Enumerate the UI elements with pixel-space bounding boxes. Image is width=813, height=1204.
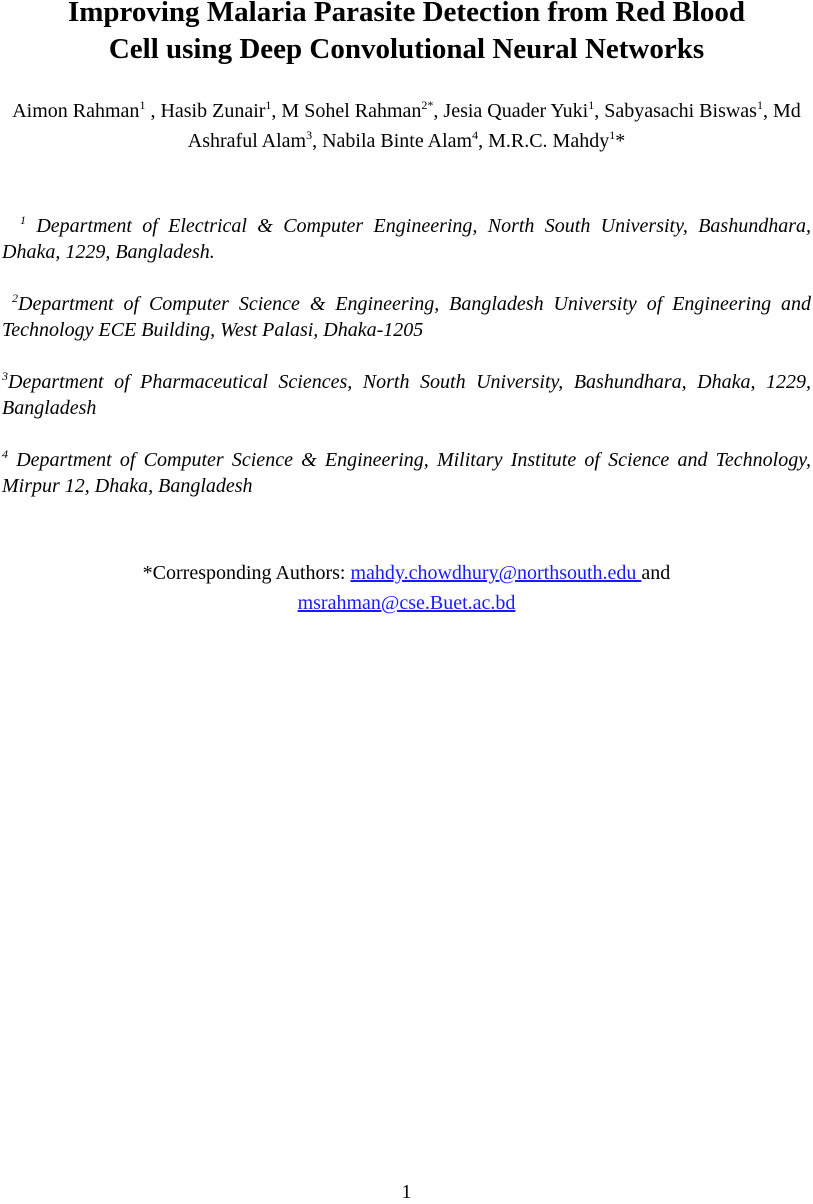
author-affil-mark: 1: [265, 98, 272, 112]
author-name: Md Ashraful Alam: [187, 100, 801, 152]
affiliation-text: Department of Computer Science & Engineering, Bangladesh University of Engineering and Technology ECE Building, West Palasi, Dhaka-1205: [2, 293, 811, 341]
author-affil-mark: 1: [139, 98, 146, 112]
author-name: Nabila Binte Alam: [322, 130, 473, 152]
email-link-msrahman[interactable]: msrahman@cse.Buet.ac.bd: [297, 592, 516, 614]
affiliation-1: [2, 213, 811, 265]
author-separator: ,: [594, 100, 605, 122]
page-number: 1: [401, 1181, 412, 1203]
title-line-2: Cell using Deep Convolutional Neural Networks: [108, 33, 705, 65]
author-separator: ,: [312, 130, 323, 152]
corresponding-conjunction: and: [641, 562, 671, 584]
author-affil-mark: 2*: [421, 98, 434, 112]
author-separator: ,: [478, 130, 489, 152]
author-list: [0, 96, 813, 156]
title-line-1: Improving Malaria Parasite Detection from Red Blood: [67, 0, 746, 28]
affiliation-text: Department of Pharmaceutical Sciences, North South University, Bashundhara, Dhaka, 1229, Bangladesh: [2, 371, 811, 419]
affiliation-4: [2, 447, 811, 499]
paper-title: [0, 0, 813, 68]
corresponding-label: *Corresponding Authors:: [142, 562, 351, 584]
corresponding-authors: [0, 558, 813, 618]
author-affil-mark: 1: [588, 98, 595, 112]
author-name: Aimon Rahman: [12, 100, 140, 122]
author-name: Jesia Quader Yuki: [443, 100, 589, 122]
author-separator: ,: [433, 100, 444, 122]
author-affil-mark: 1: [756, 98, 763, 112]
affiliation-3: [2, 369, 811, 421]
author-name: Sabyasachi Biswas: [604, 100, 757, 122]
author-separator: ,: [145, 100, 161, 122]
author-name: M.R.C. Mahdy: [488, 130, 610, 152]
affiliation-mark: 4: [2, 447, 8, 461]
author-affil-mark: 1: [609, 128, 616, 142]
author-separator: ,: [762, 100, 773, 122]
author-affil-mark: 4: [472, 128, 479, 142]
affiliation-mark: 2: [12, 291, 18, 305]
author-separator: *: [615, 130, 626, 152]
author-affil-mark: 3: [306, 128, 313, 142]
email-link-mahdy[interactable]: mahdy.chowdhury@northsouth.edu: [350, 562, 642, 584]
affiliation-2: [2, 291, 811, 343]
affiliation-text: Department of Computer Science & Engineering, Military Institute of Science and Technology, Mirpur 12, Dhaka, Bangladesh: [2, 449, 812, 497]
author-separator: ,: [271, 100, 282, 122]
author-name: Hasib Zunair: [160, 100, 266, 122]
affiliation-mark: 3: [2, 369, 8, 383]
author-name: M Sohel Rahman: [281, 100, 422, 122]
affiliation-mark: 1: [20, 213, 26, 227]
affiliation-text: Department of Electrical & Computer Engineering, North South University, Bashundhara, Dhaka, 1229, Bangladesh.: [2, 215, 811, 263]
